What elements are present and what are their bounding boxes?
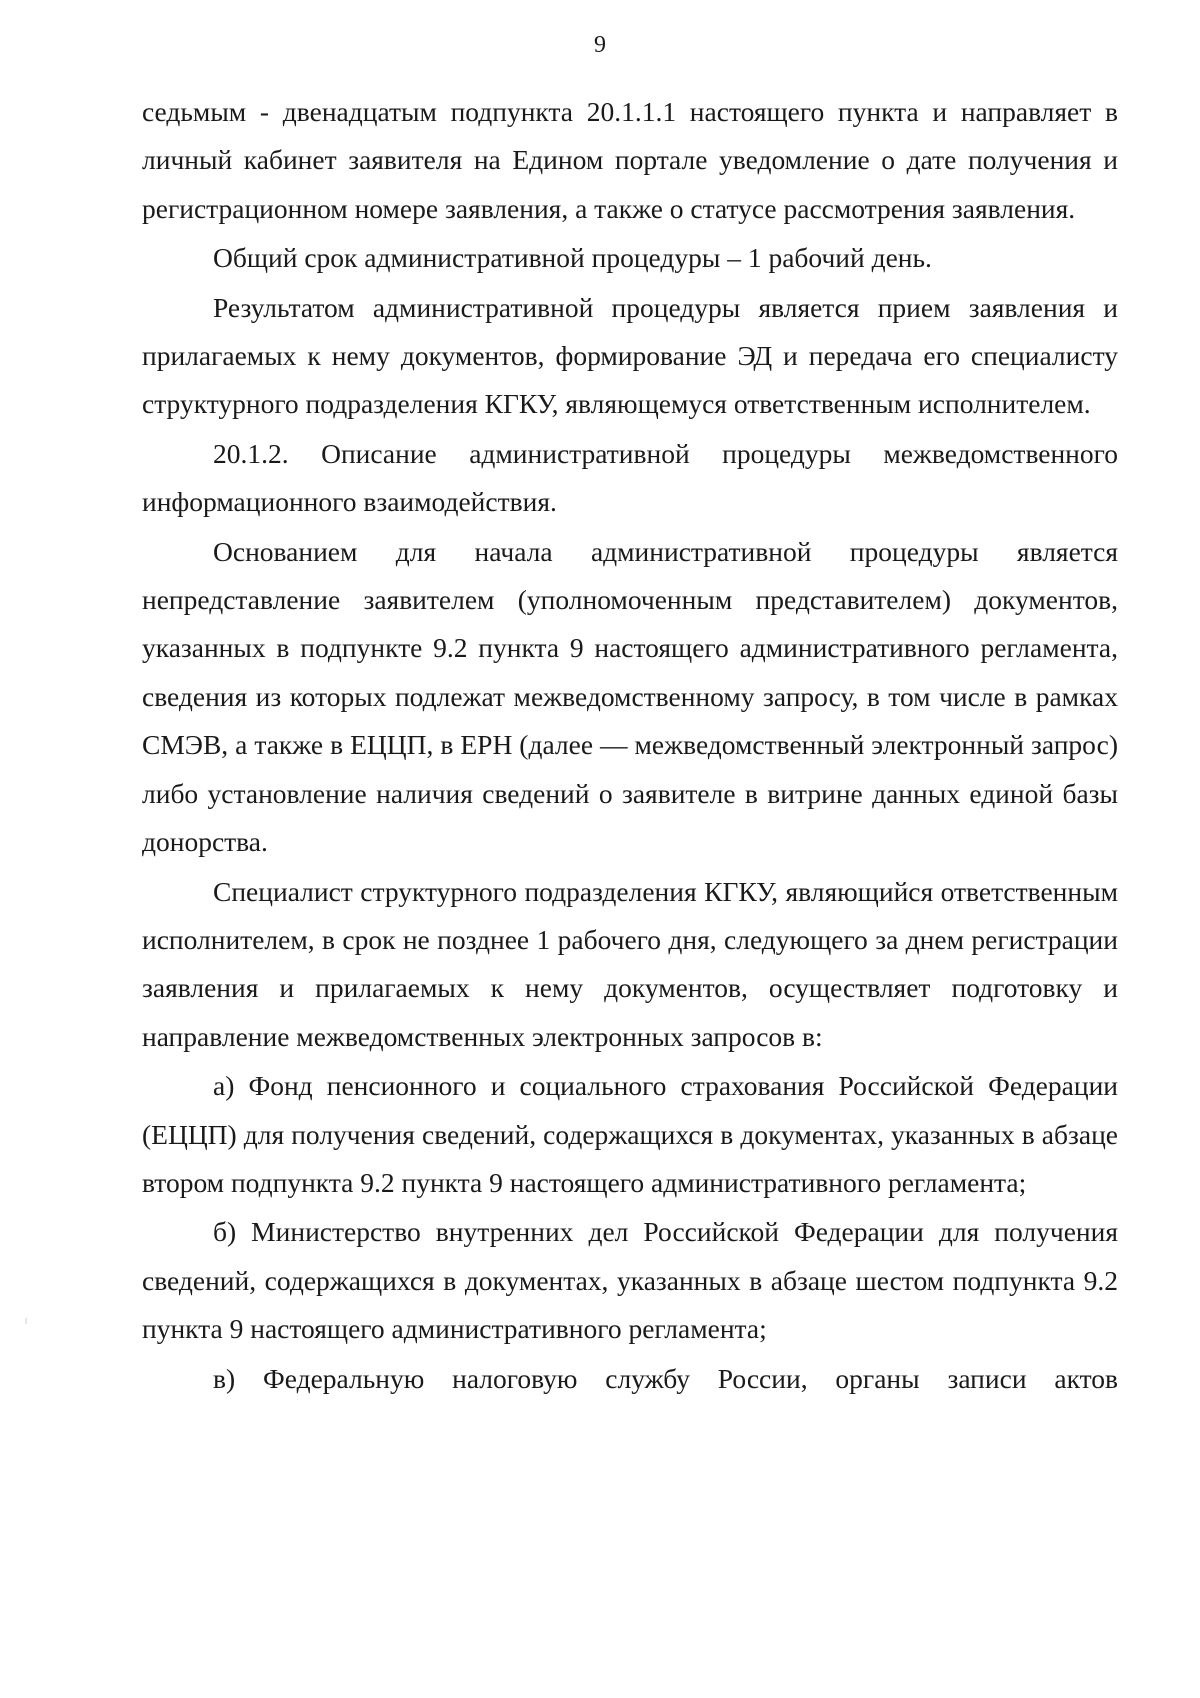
paragraph-5: Основанием для начала административной процедуры является непредставление заявителем (уполномоченным представителем) документов, указанных в подпункте 9.2 пункта 9 настоящего административного регламента, сведения из которых подлежат межведомственному запросу, в том числе в рамках СМЭВ, а также в ЕЦЦП, в ЕРН (далее — межведомственный электронный запрос) либо установление наличия сведений о заявителе в витрине данных единой базы донорства. (142, 535, 1118, 858)
paragraph-1: седьмым - двенадцатым подпункта 20.1.1.1 настоящего пункта и направляет в личный кабинет заявителя на Едином портале уведомление о дате получения и регистрационном номере заявления, а также о статусе рассмотрения заявления. (142, 96, 1118, 224)
scan-artifact (25, 1318, 27, 1324)
document-body (142, 88, 1118, 1404)
paragraph-4: 20.1.2. Описание административной процедуры межведомственного информационного взаимодействия. (142, 437, 1118, 518)
paragraph-8: б) Министерство внутренних дел Российской Федерации для получения сведений, содержащихся в документах, указанных в абзаце шестом подпункта 9.2 пункта 9 настоящего административного регламента; (142, 1216, 1118, 1345)
paragraph-6: Специалист структурного подразделения КГКУ, являющийся ответственным исполнителем, в срок не позднее 1 рабочего дня, следующего за днем регистрации заявления и прилагаемых к нему документов, осуществляет подготовку и направление межведомственных электронных запросов в: (142, 875, 1118, 1052)
paragraph-3: Результатом административной процедуры является прием заявления и прилагаемых к нему документов, формирование ЭД и передача его специалисту структурного подразделения КГКУ, являющемуся ответственным исполнителем. (142, 291, 1118, 420)
paragraph-9: в) Федеральную налоговую службу России, органы записи актов (213, 1362, 1118, 1394)
page-number: 9 (594, 32, 606, 58)
paragraph-2: Общий срок административной процедуры – 1 рабочий день. (213, 242, 932, 274)
paragraph-7: а) Фонд пенсионного и социального страхования Российской Федерации (ЕЦЦП) для получения сведений, содержащихся в документах, указанных в абзаце втором подпункта 9.2 пункта 9 настоящего административного регламента; (142, 1070, 1118, 1198)
